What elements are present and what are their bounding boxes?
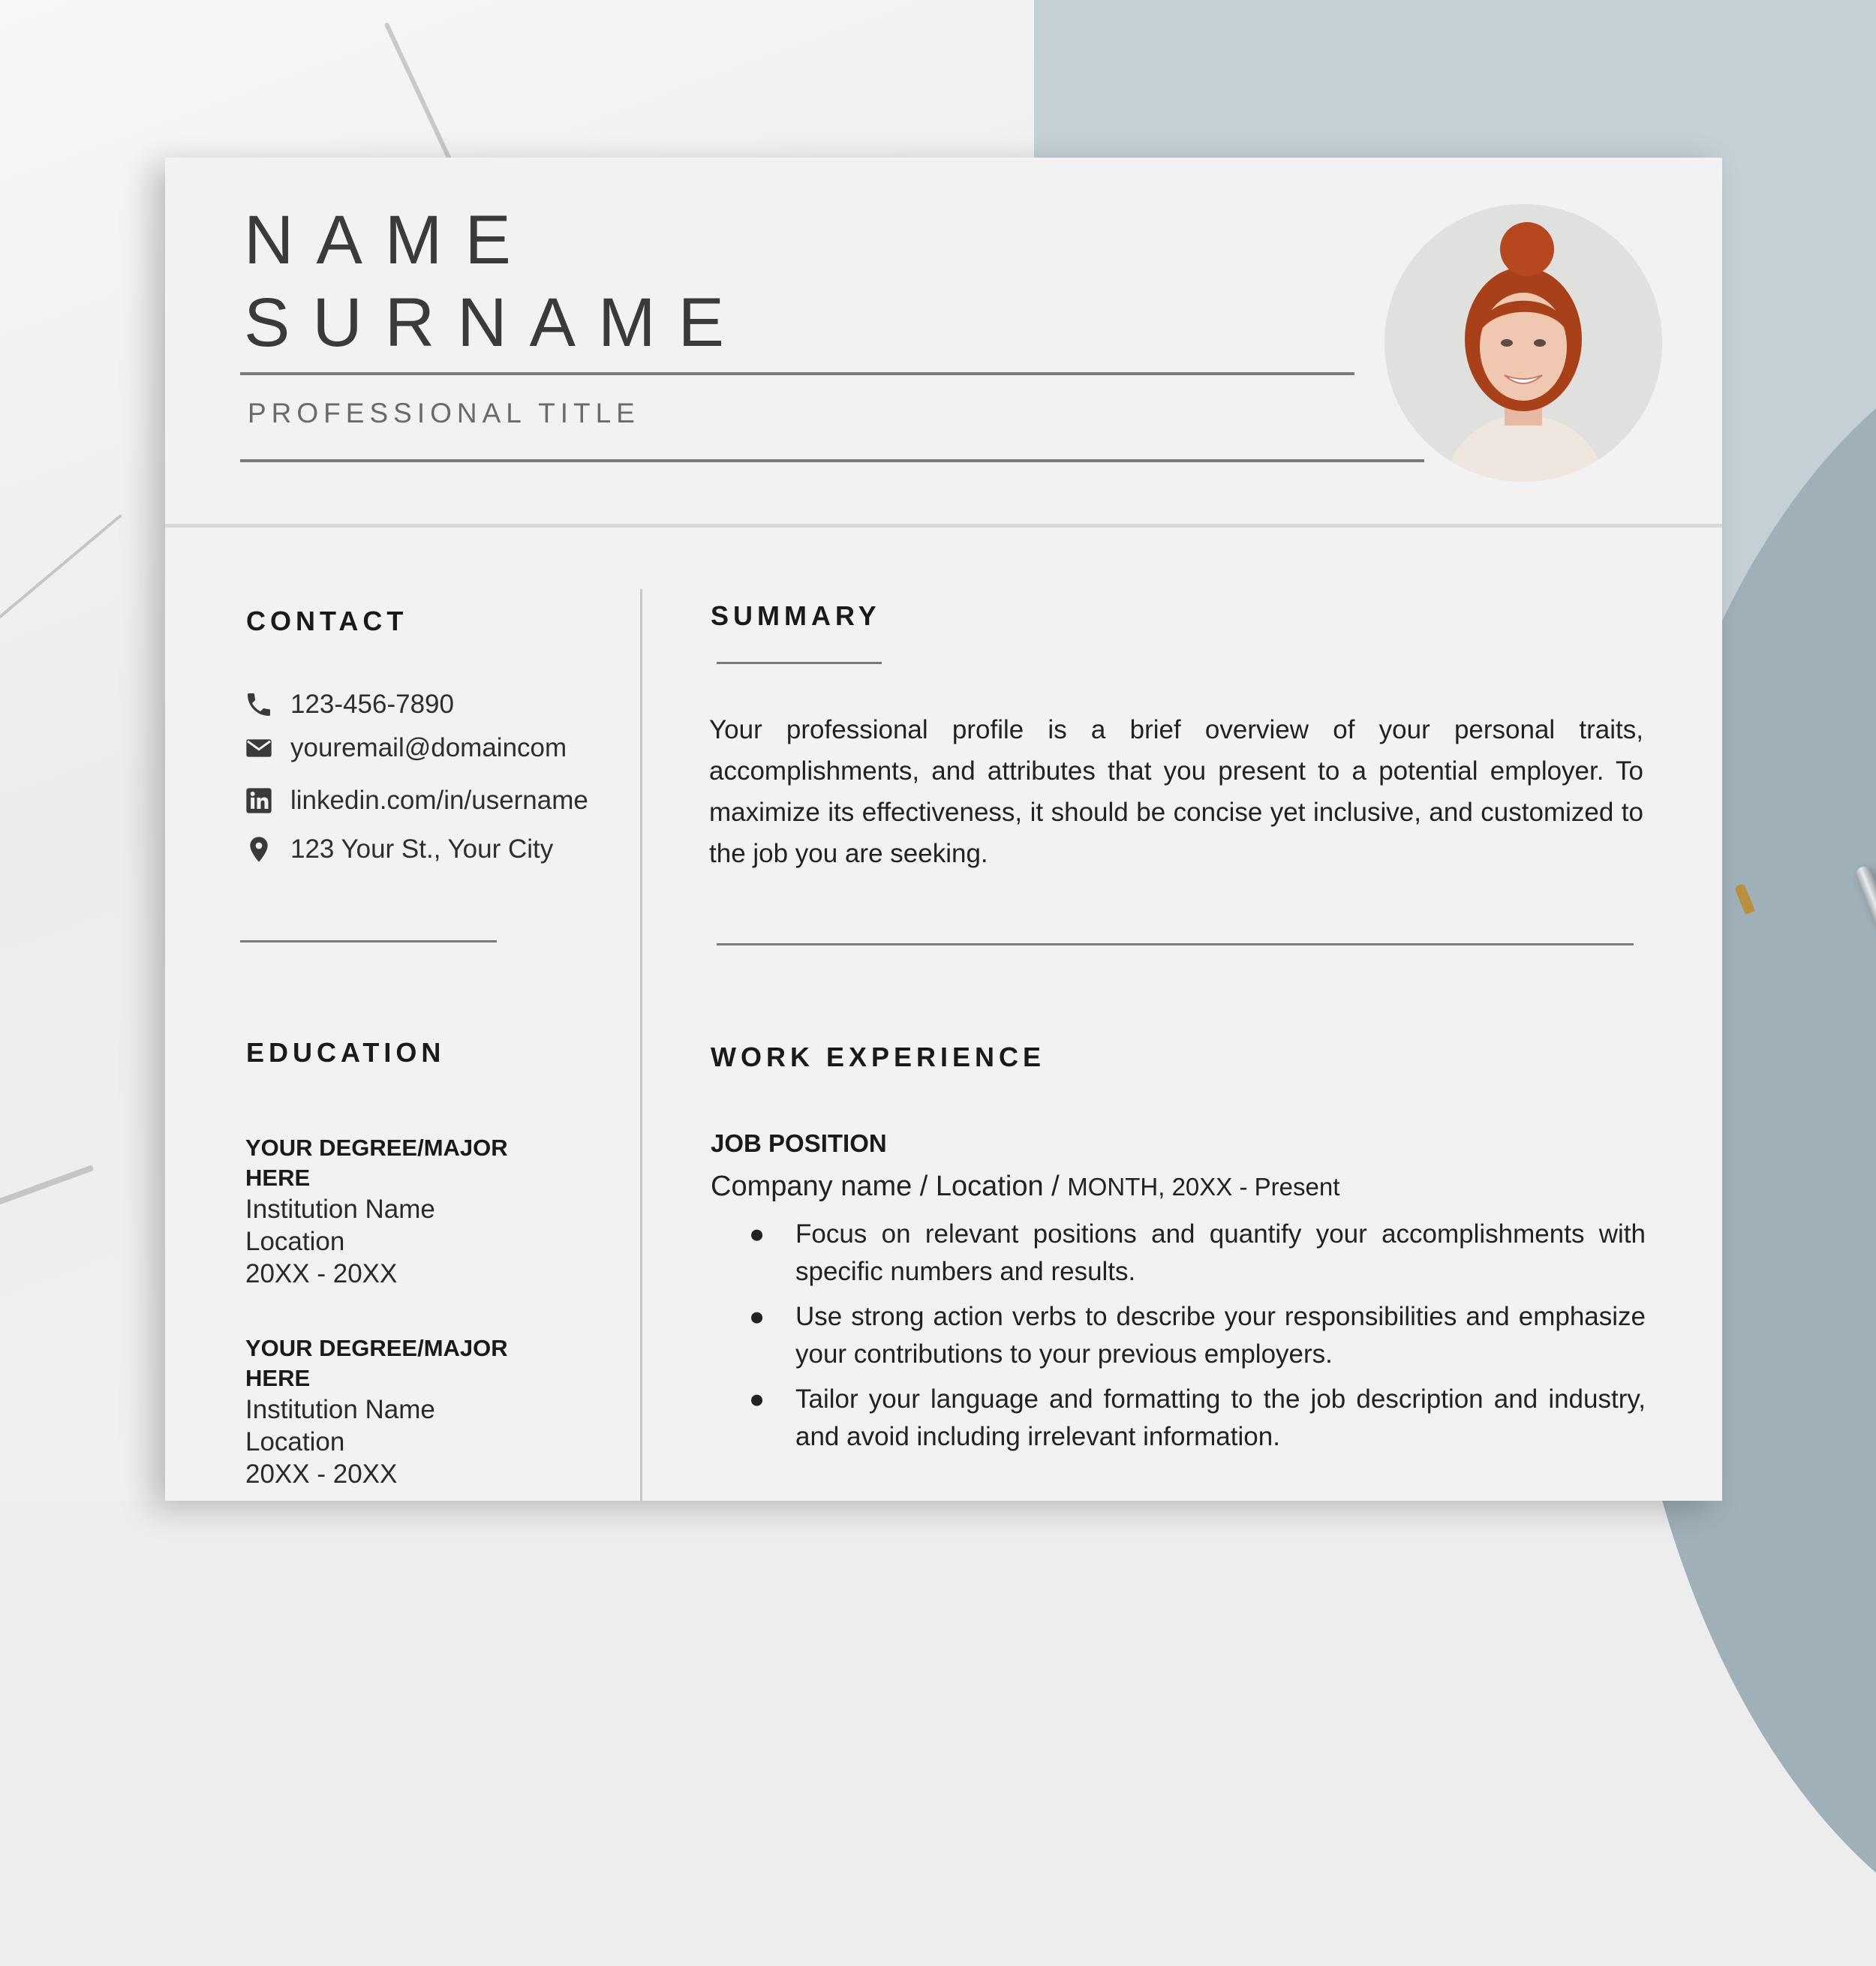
name-second-line: SURNAME — [244, 284, 747, 361]
education-institution: Institution Name — [245, 1395, 435, 1424]
profile-photo-illustration — [1384, 204, 1662, 482]
education-location: Location — [245, 1427, 345, 1456]
summary-heading-underline — [717, 662, 882, 664]
summary-underline — [717, 943, 1634, 945]
column-divider — [640, 589, 642, 1501]
linkedin-text: linkedin.com/in/username — [290, 786, 588, 815]
job-bullet-text: Use strong action verbs to describe your responsibilities and emphasize your contributions to your previous employers. — [795, 1302, 1646, 1369]
contact-linkedin — [242, 783, 588, 819]
job-company-location: Company name / Location / — [711, 1171, 1068, 1202]
phone-icon — [242, 688, 275, 721]
summary-heading: SUMMARY — [711, 600, 881, 631]
education-location: Location — [245, 1227, 345, 1256]
contact-address — [242, 831, 553, 867]
job-bullet-text: Focus on relevant positions and quantify your accomplishments with specific numbers and results. — [795, 1219, 1646, 1286]
linkedin-icon — [242, 784, 275, 817]
job-bullet — [749, 1298, 1646, 1373]
professional-title: PROFESSIONAL TITLE — [248, 398, 640, 428]
job-bullet-text: Tailor your language and formatting to the job description and industry, and avoid including irrelevant information. — [795, 1384, 1646, 1451]
resume-page — [165, 158, 1722, 1501]
education-degree: YOUR DEGREE/MAJOR HERE — [245, 1135, 508, 1191]
email-text: youremail@domaincom — [290, 733, 567, 762]
job-bullet — [749, 1381, 1646, 1456]
job-dates: MONTH, 20XX - Present — [1067, 1173, 1340, 1201]
email-icon — [242, 732, 275, 765]
job-company-line — [711, 1171, 1339, 1203]
location-pin-icon — [242, 833, 275, 866]
title-underline — [240, 459, 1424, 462]
education-years: 20XX - 20XX — [245, 1259, 398, 1288]
job-bullet-list — [749, 1216, 1646, 1463]
bullet-dot: ● — [749, 1302, 765, 1331]
job-position: JOB POSITION — [711, 1129, 887, 1157]
education-institution: Institution Name — [245, 1195, 435, 1224]
education-years: 20XX - 20XX — [245, 1459, 398, 1489]
education-entry — [245, 1133, 568, 1290]
job-bullet — [749, 1216, 1646, 1291]
summary-text: Your professional profile is a brief overview of your personal traits, accomplishments, and attributes that you present to a potential employer. To maximize its effectiveness, it should be concise yet inclusive, and customized to the job you are seeking. — [709, 715, 1643, 868]
name-underline — [240, 372, 1354, 375]
profile-photo — [1384, 204, 1662, 482]
contact-email — [242, 730, 567, 766]
bullet-dot: ● — [749, 1384, 765, 1414]
contact-phone — [242, 687, 454, 723]
education-degree: YOUR DEGREE/MAJOR HERE — [245, 1335, 508, 1391]
phone-text: 123-456-7890 — [290, 690, 454, 719]
education-heading: EDUCATION — [246, 1037, 446, 1068]
contact-underline — [240, 940, 497, 942]
address-text: 123 Your St., Your City — [290, 834, 554, 864]
name-first-line: NAME — [244, 202, 534, 278]
work-experience-heading: WORK EXPERIENCE — [711, 1042, 1046, 1072]
bullet-dot: ● — [749, 1219, 765, 1249]
resume-name — [244, 199, 747, 364]
header-divider — [165, 524, 1722, 528]
contact-heading: CONTACT — [246, 606, 408, 636]
education-entry — [245, 1333, 568, 1490]
